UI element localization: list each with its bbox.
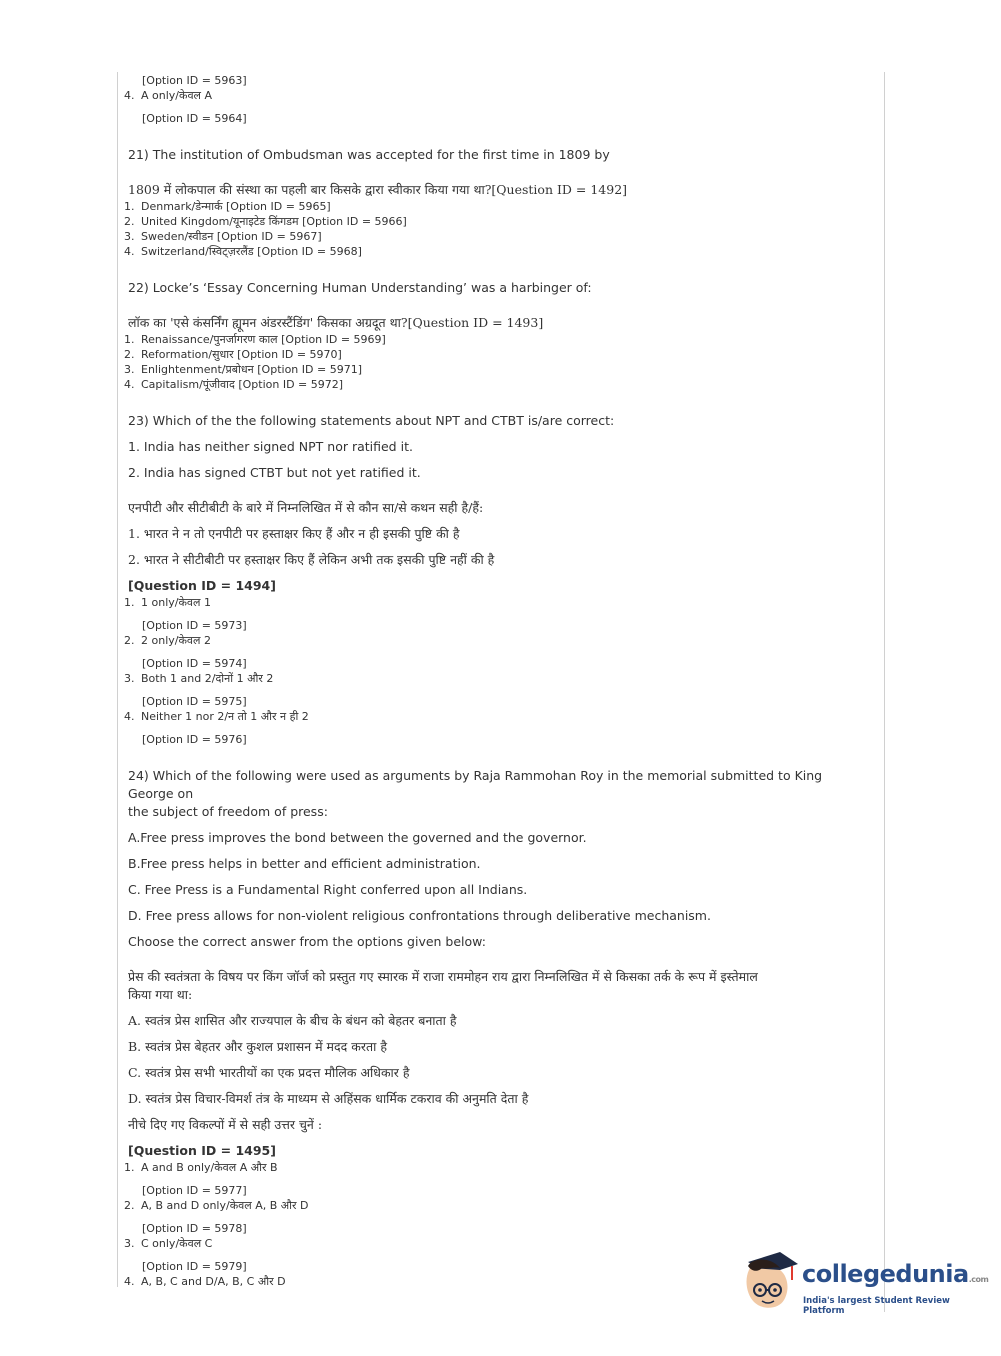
question-22-hindi: लॉक का 'एसे कंसर्निंग ह्यूमन अंडरस्टैंडिंग' किसका अग्रदूत था?[Question ID = 1493] — [128, 315, 544, 330]
statement: 1. India has neither signed NPT nor ratified it. — [128, 439, 413, 454]
option-id: [Option ID = 5975] — [142, 695, 247, 708]
option: 2. Reformation/सुधार [Option ID = 5970] — [124, 348, 342, 361]
statement-hindi: 2. भारत ने सीटीबीटी पर हस्ताक्षर किए हैं लेकिन अभी तक इसकी पुष्टि नहीं की है — [128, 552, 495, 567]
question-21-options — [124, 199, 859, 259]
statement: 2. India has signed CTBT but not yet ratified it. — [128, 465, 421, 480]
option: 4. Neither 1 nor 2/न तो 1 और न ही 2 — [124, 710, 309, 723]
question-24-english: 24) Which of the following were used as arguments by Raja Rammohan Roy in the memorial submitted to King George on the subject of freedom of press: — [128, 768, 823, 819]
question-22-english: 22) Locke’s ‘Essay Concerning Human Understanding’ was a harbinger of: — [128, 280, 592, 295]
question-23-hindi: एनपीटी और सीटीबीटी के बारे में निम्नलिखित में से कौन सा/से कथन सही है/हैं: — [128, 500, 484, 515]
option-id: [Option ID = 5974] — [142, 657, 247, 670]
option: 2. A, B and D only/केवल A, B और D — [124, 1199, 309, 1212]
statement: B.Free press helps in better and efficient administration. — [128, 856, 481, 871]
statement: A.Free press improves the bond between the governed and the governor. — [128, 830, 587, 845]
option-id: [Option ID = 5973] — [142, 619, 247, 632]
option-id: [Option ID = 5979] — [142, 1260, 247, 1273]
mascot-icon — [740, 1248, 800, 1316]
instruction: Choose the correct answer from the options given below: — [128, 934, 486, 949]
question-22-options — [124, 332, 859, 392]
option-id: [Option ID = 5964] — [142, 112, 247, 125]
statement: D. Free press allows for non-violent religious confrontations through deliberative mechanism. — [128, 908, 711, 923]
instruction-hindi: नीचे दिए गए विकल्पों में से सही उत्तर चुनें : — [128, 1117, 323, 1132]
question-21-english: 21) The institution of Ombudsman was accepted for the first time in 1809 by — [128, 147, 610, 162]
option-id: [Option ID = 5977] — [142, 1184, 247, 1197]
statement: C. Free Press is a Fundamental Right conferred upon all Indians. — [128, 882, 528, 897]
option: 1. Denmark/डेन्मार्क [Option ID = 5965] — [124, 200, 331, 213]
statement-hindi: D. स्वतंत्र प्रेस विचार-विमर्श तंत्र के माध्यम से अहिंसक धार्मिक टकराव की अनुमति देता है — [128, 1091, 529, 1106]
question-23-options — [124, 595, 859, 747]
brand-tagline: India's largest Student Review Platform — [803, 1296, 950, 1316]
statement-hindi: 1. भारत ने न तो एनपीटी पर हस्ताक्षर किए हैं और न ही इसकी पुष्टि की है — [128, 526, 460, 541]
option: 4. Capitalism/पूंजीवाद [Option ID = 5972] — [124, 378, 344, 391]
left-margin-line — [117, 72, 118, 1287]
question-id: [Question ID = 1495] — [128, 1143, 276, 1158]
option-id: [Option ID = 5976] — [142, 733, 247, 746]
option: 4. A only/केवल A — [124, 89, 213, 102]
brand-name: collegedunia.com — [802, 1260, 989, 1288]
option: 3. Enlightenment/प्रबोधन [Option ID = 5971] — [124, 363, 362, 376]
option: 3. Sweden/स्वीडन [Option ID = 5967] — [124, 230, 322, 243]
option: 1. A and B only/केवल A और B — [124, 1161, 278, 1174]
document-body — [124, 70, 859, 1289]
question-id: [Question ID = 1494] — [128, 578, 276, 593]
option: 4. A, B, C and D/A, B, C और D — [124, 1275, 286, 1288]
option-id: [Option ID = 5978] — [142, 1222, 247, 1235]
question-21-hindi: 1809 में लोकपाल की संस्था का पहली बार किसके द्वारा स्वीकार किया गया था?[Question ID = 1492] — [128, 182, 628, 197]
collegedunia-logo — [740, 1248, 989, 1318]
statement-hindi: C. स्वतंत्र प्रेस सभी भारतीयों का एक प्रदत्त मौलिक अधिकार है — [128, 1065, 410, 1080]
option: 3. C only/केवल C — [124, 1237, 213, 1250]
statement-hindi: B. स्वतंत्र प्रेस बेहतर और कुशल प्रशासन में मदद करता है — [128, 1039, 387, 1054]
statement-hindi: A. स्वतंत्र प्रेस शासित और राज्यपाल के बीच के बंधन को बेहतर बनाता है — [128, 1013, 457, 1028]
option-id: [Option ID = 5963] — [142, 74, 247, 87]
option: 4. Switzerland/स्विट्ज़रलैंड [Option ID = 5968] — [124, 245, 362, 258]
option: 2. 2 only/केवल 2 — [124, 634, 211, 647]
right-margin-line — [884, 72, 885, 1312]
option: 1. Renaissance/पुनर्जागरण काल [Option ID = 5969] — [124, 333, 386, 346]
question-23-english: 23) Which of the the following statements about NPT and CTBT is/are correct: — [128, 413, 615, 428]
option: 3. Both 1 and 2/दोनों 1 और 2 — [124, 672, 274, 685]
question-24-hindi: प्रेस की स्वतंत्रता के विषय पर किंग जॉर्ज को प्रस्तुत गए स्मारक में राजा राममोहन राय द्वारा निम्नलिखित में से किसका तर्क के रूप में इस्तेमाल किया गया था: — [128, 969, 758, 1002]
option: 1. 1 only/केवल 1 — [124, 596, 211, 609]
option: 2. United Kingdom/यूनाइटेड किंगडम [Option ID = 5966] — [124, 215, 407, 228]
